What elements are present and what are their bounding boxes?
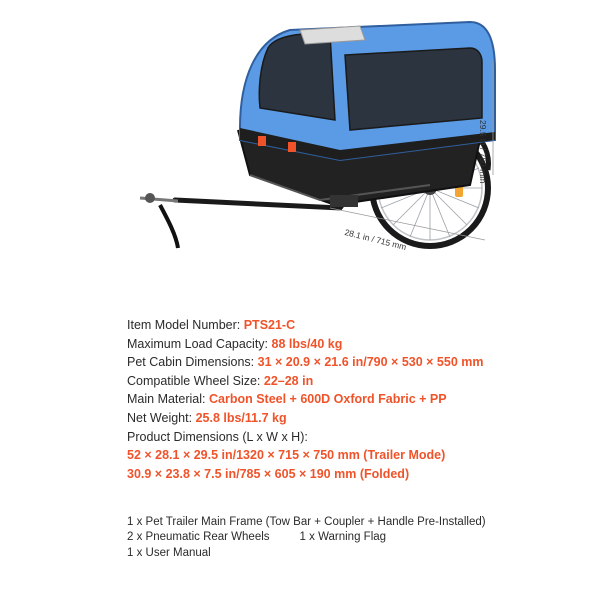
pet-cabin [240,22,495,160]
package-row-wheels-flag [127,530,486,545]
spec-product-dimensions-label: Product Dimensions (L x W x H): [127,429,308,444]
spec-cabin-dimensions [127,353,484,372]
spec-value: 31 × 20.9 × 21.6 in/790 × 530 × 550 mm [257,355,484,370]
package-item-wheels: 2 x Pneumatic Rear Wheels [127,531,270,544]
spec-trailer-mode-dimensions: 52 × 28.1 × 29.5 in/1320 × 715 × 750 mm (Trailer Mode) [127,448,446,463]
spec-label: Net Weight: [127,410,196,425]
spec-value: PTS21-C [243,318,296,332]
package-item-manual: 1 x User Manual [127,546,211,559]
spec-value: 88 lbs/40 kg [271,336,343,351]
length-dimension-label: 28.1 in / 715 mm [343,227,408,253]
package-contents [127,515,486,561]
spec-main-material [127,390,484,409]
spec-label: Maximum Load Capacity: [127,336,272,351]
spec-label: Compatible Wheel Size: [127,373,264,388]
specifications-list [127,316,484,483]
spec-net-weight [127,409,484,428]
spec-label: Pet Cabin Dimensions: [127,355,258,370]
spec-value: Carbon Steel + 600D Oxford Fabric + PP [208,392,447,407]
height-dimension-label: 29.5 in / 750 mm [478,120,488,184]
spec-wheel-size [127,372,484,391]
spec-value: 25.8 lbs/11.7 kg [195,410,287,425]
spec-load-capacity [127,335,484,354]
spec-folded-dimensions: 30.9 × 23.8 × 7.5 in/785 × 605 × 190 mm (Folded) [127,466,410,481]
package-item-flag: 1 x Warning Flag [299,531,387,544]
tow-bar [140,193,350,248]
spec-model-number [127,316,484,335]
spec-value: 22–28 in [263,373,314,388]
spec-label: Main Material: [127,392,209,407]
spec-label: Item Model Number: [127,318,244,332]
package-item-frame: 1 x Pet Trailer Main Frame (Tow Bar + Coupler + Handle Pre-Installed) [127,516,486,528]
